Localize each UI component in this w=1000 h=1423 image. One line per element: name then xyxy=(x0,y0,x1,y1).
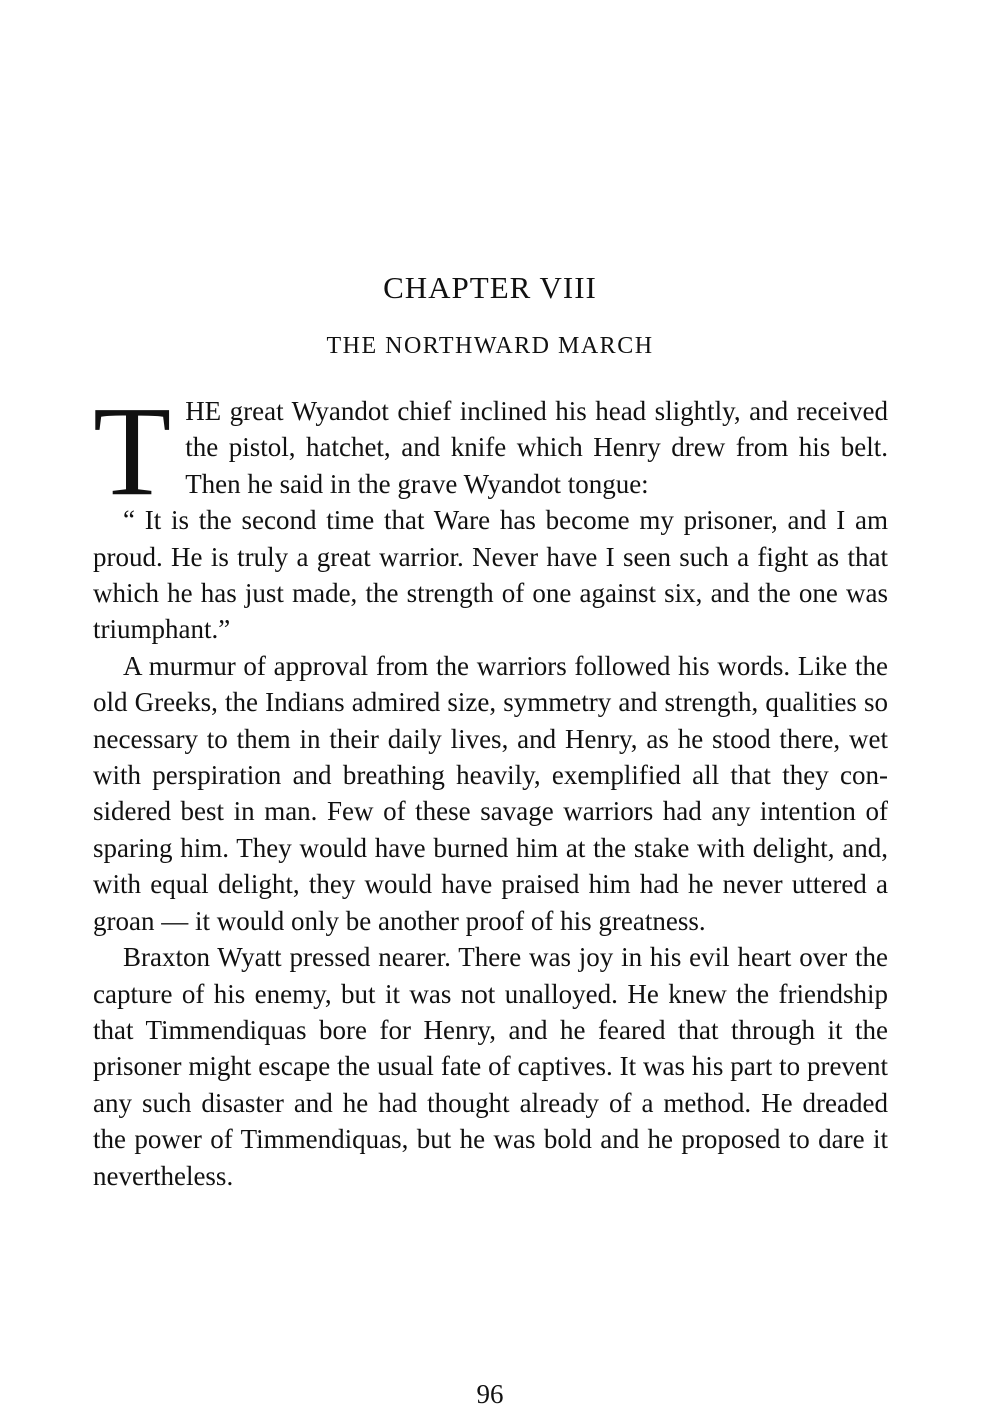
chapter-heading: CHAPTER VIII xyxy=(383,270,597,305)
body-text xyxy=(93,380,888,1194)
paragraph-2: “ It is the second time that Ware has become my prisoner, and I am proud. He is truly a great warrior. Never have I seen such a fight as that which he has just made, the strength of one against six, and the one was triumphant.” xyxy=(93,505,888,645)
page-number: 96 xyxy=(476,1379,504,1409)
paragraph-1 xyxy=(93,380,888,522)
drop-cap: T xyxy=(93,380,172,522)
paragraph-4: Braxton Wyatt pressed nearer. There was joy in his evil heart over the capture of his enemy, but it was not unalloyed. He knew the friendship that Timmendiquas bore for Henry, and he feared that through it the prisoner might escape the usual fate of captives. It was his part to prevent any such disaster and he had thought already of a method. He dreaded the power of Timmendiquas, but he was bold and he proposed to dare it nevertheless. xyxy=(93,942,888,1191)
paragraph-3: A murmur of approval from the warriors followed his words. Like the old Greeks, the Indians admired size, symmetry and strength, qualities so necessary to them in their daily lives, and Henry, as he stood there, wet with perspiration and breathing heavily, exemplified all that they considered best in man. Few of these savage warriors had any intention of sparing him. They would have burned him at the stake with delight, and, with equal delight, they would have praised him had he never uttered a groan — it would only be another proof of his greatness. xyxy=(93,650,888,936)
chapter-title: THE NORTHWARD MARCH xyxy=(326,333,654,359)
paragraph-1-text: HE great Wyandot chief inclined his head slightly, and received the pistol, hatchet, and knife which Henry drew from his belt. Then he said in the grave Wyandot tongue: xyxy=(185,396,888,499)
